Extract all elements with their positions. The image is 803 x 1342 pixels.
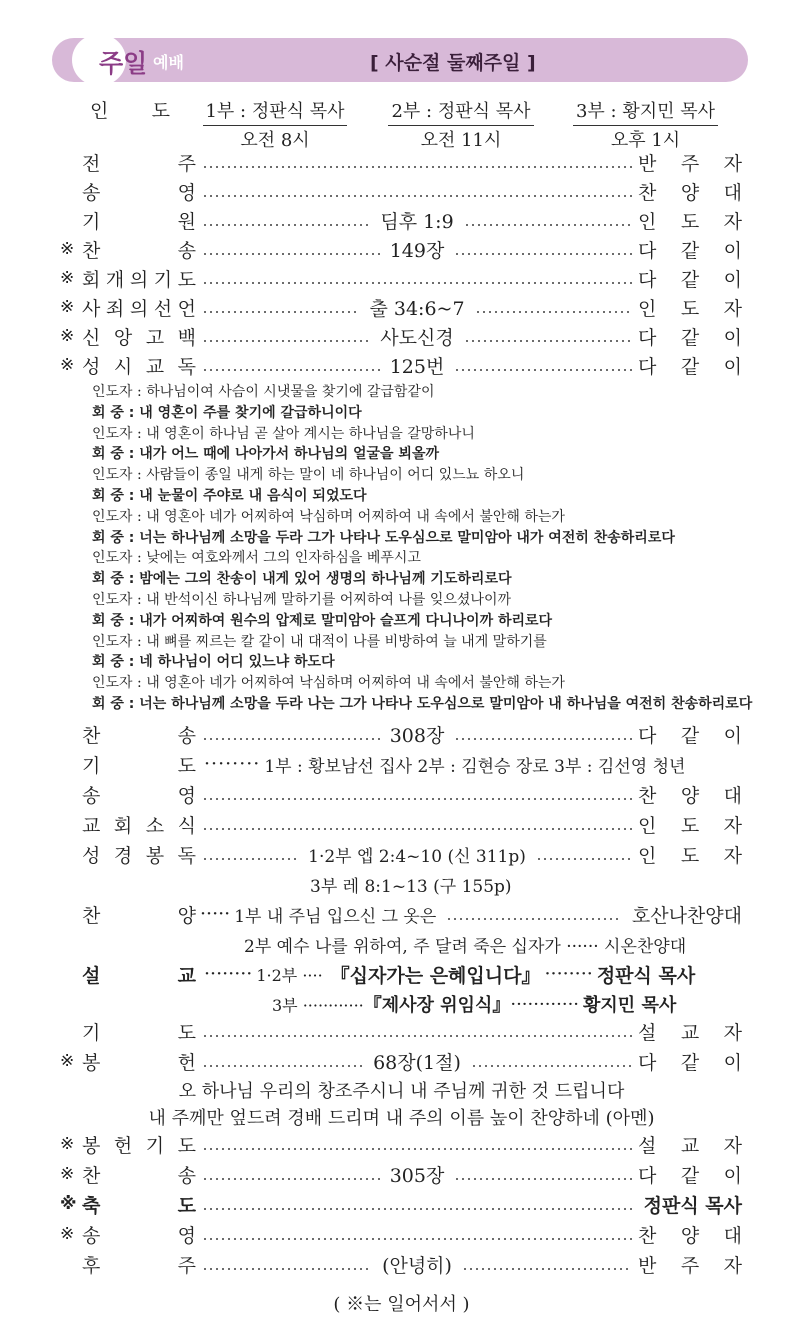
choir-line2: 2부 예수 나를 위하여, 주 달려 죽은 십자가 ······ 시온찬양대 — [244, 937, 687, 957]
leader-line — [92, 506, 565, 526]
leader-time-1: 오전 8시 — [240, 130, 310, 151]
order-label: 성 경 봉 독 — [82, 844, 196, 867]
standing-mark: ※ — [60, 326, 75, 346]
logo-main-text: 주일 — [99, 49, 148, 78]
leader-dots — [464, 224, 632, 226]
speaker: 회 중 : — [92, 696, 140, 712]
order-row — [60, 322, 742, 350]
congregation-line — [92, 651, 335, 671]
speaker: 인도자 : — [92, 592, 147, 608]
leaders-label-char: 도 — [151, 100, 170, 122]
leader-service-3: 3부 : 황지민 목사 — [573, 97, 718, 126]
standing-mark: ※ — [60, 355, 75, 375]
order-role: 반 주 자 — [638, 152, 742, 175]
reading-text: 내 눈물이 주야로 내 음식이 되었도다 — [139, 488, 367, 504]
speaker: 회 중 : — [92, 571, 140, 588]
order-role: 다 같 이 — [638, 355, 742, 378]
order-label: 전 주 — [82, 152, 196, 175]
order-role: 설 교 자 — [638, 1021, 742, 1044]
order-row-prayer: 기 도 ········ 1부 : 황보남선 집사 2부 : 김현승 장로 3부 : 김선영 청년 — [60, 750, 742, 778]
order-role: 인 도 자 — [638, 844, 742, 867]
order-label: 기 도 — [82, 1021, 196, 1044]
order-row-news — [60, 810, 742, 838]
speaker: 회 중 : — [92, 446, 140, 463]
leader-dots — [202, 195, 632, 197]
leader-dots — [202, 1178, 380, 1180]
order-label: 성 시 교 독 — [82, 355, 196, 378]
offering-lyric-1: 오 하나님 우리의 창조주시니 내 주님께 귀한 것 드립니다 — [178, 1081, 625, 1102]
order-label: 송 영 — [82, 784, 196, 807]
reading-text: 내 영혼이 하나님 곧 살아 계시는 하나님을 갈망하나니 — [146, 425, 475, 442]
offering-lyric-2: 내 주께만 엎드려 경배 드리며 내 주의 이름 높이 찬양하네 (아멘) — [148, 1108, 655, 1129]
leader-dots — [202, 166, 632, 168]
order-row-postlude — [60, 1250, 742, 1278]
sermon-pre1: 1·2부 ···· — [256, 965, 323, 985]
leader-dots — [202, 1208, 634, 1210]
order-row-offering: ※ 봉 헌 68장(1절) 다 같 이 — [60, 1047, 742, 1075]
order-row — [60, 351, 742, 379]
order-role: 호산나찬양대 — [631, 904, 742, 927]
leader-dots — [202, 340, 370, 342]
order-role: 설 교 자 — [638, 1134, 742, 1157]
congregation-line — [92, 485, 367, 505]
reading-text: 사람들이 종일 내게 하는 말이 네 하나님이 어디 있느뇨 하오니 — [146, 467, 525, 484]
reading-text: 내 반석이신 하나님께 말하기를 어찌하여 나를 잊으셨나이까 — [146, 592, 512, 608]
order-label: 찬 송 — [82, 1164, 196, 1187]
reading-text: 하나님이여 사슴이 시냇물을 찾기에 갈급함같이 — [146, 384, 435, 400]
leaders-label — [90, 96, 170, 123]
order-detail: 68장(1절) — [373, 1051, 461, 1074]
leader-dots — [202, 738, 380, 740]
leader-dots — [462, 1268, 632, 1270]
order-role: 찬 양 대 — [638, 784, 742, 807]
leader-dots — [536, 858, 632, 860]
order-role: 정판식 목사 — [643, 1194, 742, 1217]
congregation-line — [92, 693, 752, 713]
order-row-choir: 찬 양 ····· 1부 내 주님 입으신 그 옷은 호산나찬양대 — [60, 900, 742, 928]
leader-time-3: 오후 1시 — [610, 130, 681, 151]
leader-dots — [454, 1178, 632, 1180]
speaker: 회 중 : — [92, 488, 140, 504]
order-label: 찬 송 — [82, 239, 196, 262]
leader-dots — [454, 253, 632, 255]
leader-line — [92, 423, 475, 443]
order-label: 후 주 — [82, 1254, 196, 1277]
order-row-anthem — [60, 780, 742, 808]
leader-dots — [475, 311, 632, 313]
standing-mark: ※ — [60, 297, 75, 317]
sermon-preacher-1: 정판식 목사 — [596, 964, 696, 987]
order-row-benediction: ※ 축 도 정판식 목사 — [60, 1190, 742, 1218]
order-row — [60, 148, 742, 176]
reading-text: 낮에는 여호와께서 그의 인자하심을 베푸시고 — [146, 550, 421, 567]
order-detail: 딤후 1:9 — [380, 210, 454, 233]
leader-dots — [202, 369, 380, 371]
standing-mark: ※ — [60, 239, 75, 259]
order-detail: 출 34:6~7 — [369, 297, 465, 320]
order-detail: 사도신경 — [380, 326, 454, 349]
leader-dots — [464, 340, 632, 342]
sermon-line2: 3부 ············ 『제사장 위임식』 ············ 황지민 목사 — [272, 990, 676, 1018]
standing-mark: ※ — [60, 268, 75, 288]
sermon-preacher-2: 황지민 목사 — [583, 995, 677, 1016]
reading-text: 밤에는 그의 찬송이 내게 있어 생명의 하나님께 기도하리로다 — [139, 571, 512, 588]
speaker: 인도자 : — [92, 675, 147, 692]
leader-service-1: 1부 : 정판식 목사 — [203, 97, 347, 126]
leader-dots — [202, 224, 370, 226]
leader-line — [92, 589, 511, 609]
reading-text: 너는 하나님께 소망을 두라 나는 그가 나타나 도우심으로 말미암아 내 하나님을 여전히 찬송하리로다 — [139, 696, 753, 712]
leader-dots — [202, 858, 298, 860]
leader-dots — [202, 828, 632, 830]
worship-logo — [52, 38, 202, 82]
order-label: 교 회 소 식 — [82, 814, 196, 837]
congregation-line — [92, 610, 552, 630]
speaker: 인도자 : — [92, 384, 147, 400]
order-label: 송 영 — [82, 1224, 196, 1247]
reading-text: 네 하나님이 어디 있느냐 하도다 — [139, 654, 335, 671]
prayer-leaders: 1부 : 황보남선 집사 2부 : 김현승 장로 3부 : 김선영 청년 — [264, 756, 686, 777]
order-detail: (안녕히) — [382, 1254, 452, 1277]
leader-dots — [202, 1238, 632, 1240]
order-label: 봉 헌 — [82, 1051, 196, 1074]
order-label: 기 원 — [82, 210, 196, 233]
order-row-scripture — [60, 840, 742, 868]
order-role: 찬 양 대 — [638, 181, 742, 204]
speaker: 회 중 : — [92, 404, 140, 421]
order-role: 다 같 이 — [638, 1051, 742, 1074]
leader-dots — [454, 369, 632, 371]
order-row-hymn2: ※ 찬 송 305장 다 같 이 — [60, 1160, 742, 1188]
order-detail: 149장 — [389, 239, 445, 262]
order-label: 사 죄 의 선 언 — [82, 297, 196, 320]
order-detail: 125번 — [389, 355, 445, 378]
speaker: 인도자 : — [92, 467, 147, 484]
sermon-pre2: 3부 ············ — [272, 995, 364, 1015]
order-role: 반 주 자 — [638, 1254, 742, 1277]
leader-service-2: 2부 : 정판식 목사 — [388, 97, 534, 126]
speaker: 회 중 : — [92, 612, 140, 629]
leader-time-2: 오전 11시 — [420, 130, 502, 151]
order-role: 인 도 자 — [638, 210, 742, 233]
speaker: 인도자 : — [92, 550, 147, 567]
leader-dots — [202, 1268, 372, 1270]
order-detail: 1·2부 엡 2:4~10 (신 311p) — [308, 846, 526, 867]
order-row-hymn — [60, 720, 742, 748]
congregation-line — [92, 568, 512, 588]
order-label: 송 영 — [82, 181, 196, 204]
leader-dots — [202, 253, 380, 255]
order-label: 찬 송 — [82, 724, 196, 747]
reading-text: 내 뼈를 찌르는 칼 같이 내 대적이 나를 비방하여 늘 내게 말하기를 — [146, 633, 547, 650]
order-detail: 308장 — [389, 724, 445, 747]
order-label: 축 도 — [82, 1194, 196, 1217]
logo-sub-text: 예배 — [153, 53, 184, 72]
leader-dots — [202, 1148, 632, 1150]
standing-note: ( ※는 일어서서 ) — [333, 1294, 470, 1315]
speaker: 인도자 : — [92, 508, 147, 525]
order-role: 찬 양 대 — [638, 1224, 742, 1247]
speaker: 회 중 : — [92, 529, 140, 546]
header-bar — [52, 38, 748, 82]
leader-dots — [202, 282, 632, 284]
reading-text: 내가 어찌하여 원수의 압제로 말미암아 슬프게 다니나이까 하리로다 — [139, 612, 553, 629]
leader-dots — [202, 798, 632, 800]
leader-line — [92, 547, 421, 567]
reading-text: 내가 어느 때에 나아가서 하나님의 얼굴을 뵈올까 — [139, 446, 440, 463]
leader-dots — [202, 1035, 632, 1037]
order-row — [60, 206, 742, 234]
congregation-line — [92, 402, 362, 422]
order-row-sermon: 설 교 ········ 1·2부 ···· 『십자가는 은혜입니다』 ········ 정판식 목사 — [60, 960, 742, 988]
order-row — [60, 177, 742, 205]
page-title: [ 사순절 둘째주일 ] — [370, 52, 536, 74]
speaker: 인도자 : — [92, 633, 147, 650]
leader-line — [92, 381, 434, 401]
order-row-doxology: ※ 송 영 찬 양 대 — [60, 1220, 742, 1248]
congregation-line — [92, 443, 439, 463]
order-row-offering-prayer: ※ 봉 헌 기 도 설 교 자 — [60, 1130, 742, 1158]
order-label: 신 앙 고 백 — [82, 326, 196, 349]
reading-text: 내 영혼아 네가 어찌하여 낙심하며 어찌하여 내 속에서 불안해 하는가 — [146, 508, 565, 525]
leader-dots — [202, 1065, 363, 1067]
order-role: 다 같 이 — [638, 268, 742, 291]
order-role: 인 도 자 — [638, 814, 742, 837]
order-label: 설 교 — [82, 964, 196, 987]
order-row — [60, 293, 742, 321]
order-role: 다 같 이 — [638, 724, 742, 747]
leader-dots — [446, 918, 622, 920]
order-role: 다 같 이 — [638, 326, 742, 349]
reading-text: 내 영혼이 주를 찾기에 갈급하니이다 — [139, 404, 362, 421]
order-role: 다 같 이 — [638, 239, 742, 262]
order-label: 회 개 의 기 도 — [82, 268, 196, 291]
order-label: 기 도 — [82, 754, 196, 777]
order-role: 다 같 이 — [638, 1164, 742, 1187]
sermon-title-1: 『십자가는 은혜입니다』 — [330, 964, 541, 987]
leader-dots — [454, 738, 632, 740]
speaker: 회 중 : — [92, 654, 140, 671]
sermon-title-2: 『제사장 위임식』 — [363, 995, 511, 1016]
leader-dots — [202, 311, 359, 313]
order-label: 찬 양 — [82, 904, 196, 927]
scripture-line2: 3부 레 8:1~13 (구 155p) — [310, 877, 512, 897]
order-row — [60, 235, 742, 263]
reading-text: 내 영혼아 네가 어찌하여 낙심하며 어찌하여 내 속에서 불안해 하는가 — [146, 675, 565, 692]
speaker: 인도자 : — [92, 425, 147, 442]
leader-line — [92, 631, 547, 651]
leader-dots — [471, 1065, 632, 1067]
order-detail: 1부 내 주님 입으신 그 옷은 — [234, 906, 437, 927]
order-row — [60, 264, 742, 292]
order-label: 봉 헌 기 도 — [82, 1134, 196, 1157]
reading-text: 너는 하나님께 소망을 두라 그가 나타나 도우심으로 말미암아 내가 여전히 찬송하리로다 — [139, 529, 675, 546]
congregation-line — [92, 527, 675, 547]
order-row-prayer2 — [60, 1017, 742, 1045]
order-detail: 305장 — [389, 1164, 445, 1187]
leader-line — [92, 672, 565, 692]
leaders-label-char: 인 — [90, 100, 109, 122]
leader-line — [92, 464, 524, 484]
order-role: 인 도 자 — [638, 297, 742, 320]
